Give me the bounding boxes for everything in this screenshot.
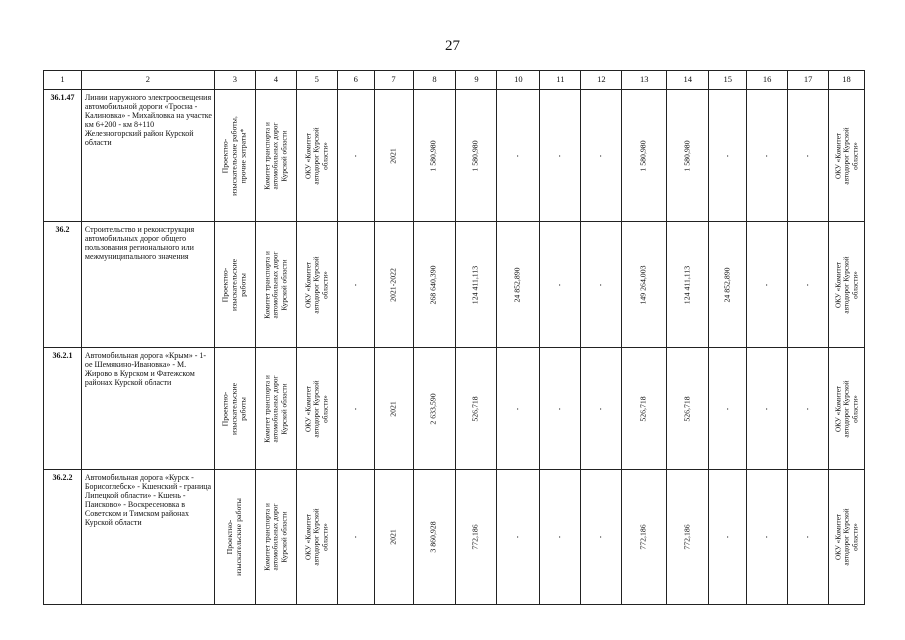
text-line: ОКУ «Комитет [304,132,313,179]
cell-col-14 [667,348,709,470]
cell-col-12 [581,348,622,470]
cell-col-11 [540,348,581,470]
text-line: работы [238,272,248,297]
cell-col-8 [413,90,456,222]
text-line: ОКУ «Комитет [834,261,843,308]
cell-col-15-text: - [722,407,732,410]
responsible-cell [829,90,865,222]
text-line: автодорог Курской [842,379,851,438]
table-row [44,470,865,605]
cell-col-12-text: - [595,407,605,410]
col-header-2: 2 [81,71,214,90]
text-line: Проектно- [220,391,230,426]
text-line: изыскательские [229,382,239,435]
col-header-9: 9 [456,71,497,90]
text-line: области» [850,141,859,170]
customer-cell-text [263,503,288,571]
work-type-cell-text [221,116,248,196]
text-line: Курской области [280,511,288,563]
responsible-cell [829,222,865,348]
cell-col-12-text: - [595,283,605,286]
cell-col-17 [788,222,829,348]
cell-col-6 [337,348,374,470]
text-line: области» [320,270,329,299]
cell-col-13-text: 149 264,003 [638,265,648,304]
text-line: ОКУ «Комитет [304,513,313,561]
text-line: ОКУ «Комитет [834,385,843,432]
table-row [44,90,865,222]
cell-col-14-text: 772,186 [682,524,692,550]
cell-col-10-text: 24 852,890 [512,266,522,303]
cell-col-6 [337,470,374,605]
row-number: 36.1.47 [44,90,82,222]
cell-col-10 [497,90,540,222]
table-row [44,222,865,348]
program-table [43,70,865,605]
object-name: Строительство и реконструкция автомобильных дорог общего пользования регионального или межмуниципального значения [81,222,214,348]
cell-col-6-text: - [350,283,360,286]
executor-cell [296,470,337,605]
cell-col-15-text: - [722,535,732,539]
cell-col-17-text: - [802,154,812,157]
text-line: прочие затраты* [238,128,248,183]
cell-col-8 [413,222,456,348]
col-header-5: 5 [296,71,337,90]
cell-col-6-text: - [350,154,360,157]
cell-col-10 [497,470,540,605]
cell-col-8-text: 3 860,928 [429,521,439,553]
work-type-cell-text [221,382,248,434]
cell-col-9-text: 772,186 [470,524,480,550]
text-line: автомобильных дорог [271,375,280,442]
text-line: области» [320,141,329,170]
text-line: Проектно- [220,267,230,302]
object-name: Автомобильная дорога «Курск - Борисоглебск» - Кшенский - граница Липецкой области» - Кшень - Паисково» - Воскресеновка в Советском и Тимском районах Курской области [81,470,214,605]
executor-cell [296,348,337,470]
cell-col-13-text: 772,186 [638,524,648,550]
text-line: автодорог Курской [842,126,851,185]
text-line: Комитет транспорта и [263,121,272,190]
cell-col-13 [622,348,667,470]
text-line: автодорог Курской [842,255,851,314]
cell-col-11 [540,222,581,348]
work-type-cell [214,470,255,605]
customer-cell [255,222,296,348]
col-header-10: 10 [497,71,540,90]
cell-col-13 [622,222,667,348]
cell-col-17-text: - [802,407,812,410]
col-header-17: 17 [788,71,829,90]
cell-col-17-text: - [802,535,812,539]
responsible-cell-text [834,380,859,437]
row-number: 36.2.1 [44,348,82,470]
cell-col-13 [622,470,667,605]
cell-col-15-text: - [722,154,732,157]
cell-col-9 [456,470,497,605]
cell-col-13 [622,90,667,222]
executor-cell [296,90,337,222]
cell-col-9-text: 124 411,113 [470,265,480,304]
cell-col-14 [667,470,709,605]
row-number: 36.2 [44,222,82,348]
cell-col-12-text: - [595,154,605,157]
cell-col-14-text: 526,718 [682,395,692,422]
text-line: Курской области [280,258,288,311]
col-header-11: 11 [540,71,581,90]
text-line: области» [320,394,329,423]
executor-cell-text [304,256,329,313]
cell-col-8-text: 1 580,980 [429,139,439,172]
text-line: области» [850,523,859,551]
cell-col-9-text: 1 580,980 [470,139,480,172]
executor-cell-text [304,127,329,184]
row-number: 36.2.2 [44,470,82,605]
cell-col-14 [667,90,709,222]
text-line: работы [238,396,248,421]
cell-col-10-text: - [512,154,522,157]
cell-col-16-text: - [761,407,771,410]
cell-col-10-text: - [512,407,522,410]
text-line: изыскательские работы, [229,115,239,196]
column-number-row [44,71,865,90]
cell-col-17-text: - [802,283,812,286]
responsible-cell [829,348,865,470]
cell-col-13-text: 1 580,980 [638,139,648,172]
text-line: изыскательские работы [233,498,243,576]
cell-col-16-text: - [761,535,771,539]
cell-col-14-text: 1 580,980 [682,139,692,172]
cell-col-13-text: 526,718 [638,395,648,422]
executor-cell-text [304,380,329,437]
col-header-13: 13 [622,71,667,90]
cell-col-6-text: - [350,407,360,410]
cell-col-10 [497,348,540,470]
cell-col-9 [456,90,497,222]
cell-col-16 [747,222,788,348]
text-line: автодорог Курской [842,508,851,566]
col-header-12: 12 [581,71,622,90]
cell-col-14 [667,222,709,348]
table-row [44,348,865,470]
cell-col-6 [337,90,374,222]
cell-col-9-text: 526,718 [470,395,480,422]
text-line: области» [850,270,859,299]
text-line: автомобильных дорог [271,503,280,571]
customer-cell-text [263,251,288,319]
work-type-cell [214,222,255,348]
cell-col-15 [709,222,747,348]
years-cell-text: 2021 [388,147,398,164]
text-line: Комитет транспорта и [263,250,272,319]
cell-col-16 [747,470,788,605]
cell-col-16 [747,348,788,470]
responsible-cell-text [834,127,859,184]
cell-col-8-text: 2 633,590 [429,392,439,425]
cell-col-12-text: - [595,535,605,539]
executor-cell-text [304,508,329,565]
text-line: автодорог Курской [312,126,321,185]
text-line: автомобильных дорог [271,122,280,189]
text-line: ОКУ «Комитет [304,261,313,308]
responsible-cell-text [834,256,859,313]
years-cell [374,90,413,222]
text-line: автодорог Курской [312,255,321,314]
text-line: ОКУ «Комитет [834,132,843,179]
text-line: Комитет транспорта и [263,374,272,443]
object-name: Линии наружного электроосвещения автомобильной дороги «Тросна - Калиновка» - Михайловка на участке км 6+200 - км 8+110 Железногорский район Курской области [81,90,214,222]
cell-col-8-text: 268 640,390 [429,265,439,304]
customer-cell [255,470,296,605]
cell-col-16 [747,90,788,222]
cell-col-15 [709,90,747,222]
text-line: области» [850,394,859,423]
cell-col-12 [581,470,622,605]
customer-cell-text [263,122,288,190]
text-line: ОКУ «Комитет [304,385,313,432]
cell-col-9 [456,348,497,470]
cell-col-11 [540,90,581,222]
cell-col-10 [497,222,540,348]
text-line: Комитет транспорта и [263,503,272,571]
text-line: автодорог Курской [312,508,321,566]
cell-col-11 [540,470,581,605]
years-cell-text: 2021 [388,400,398,417]
col-header-6: 6 [337,71,374,90]
cell-col-15 [709,348,747,470]
responsible-cell-text [834,508,859,565]
text-line: ОКУ «Комитет [834,513,843,561]
cell-col-6 [337,222,374,348]
work-type-cell-text [226,498,244,576]
work-type-cell [214,90,255,222]
text-line: Проектно- [220,138,230,173]
responsible-cell [829,470,865,605]
text-line: области» [320,523,329,551]
cell-col-10-text: - [512,535,522,539]
work-type-cell [214,348,255,470]
years-cell-text: 2021 [388,529,398,545]
page-number: 27 [445,38,460,54]
text-line: автодорог Курской [312,379,321,438]
object-name: Автомобильная дорога «Крым» - 1-ое Шемякино-Ивановка» - М. Жирово в Курском и Фатежском районах Курской области [81,348,214,470]
text-line: Проектно- [224,519,234,555]
col-header-18: 18 [829,71,865,90]
years-cell [374,470,413,605]
work-type-cell-text [221,258,248,310]
cell-col-16-text: - [761,154,771,157]
cell-col-8 [413,470,456,605]
years-cell [374,348,413,470]
cell-col-11-text: - [554,535,564,539]
cell-col-16-text: - [761,283,771,286]
col-header-4: 4 [255,71,296,90]
cell-col-17 [788,348,829,470]
text-line: Курской области [280,382,288,435]
text-line: изыскательские [229,258,239,311]
col-header-8: 8 [413,71,456,90]
cell-col-9 [456,222,497,348]
cell-col-11-text: - [554,154,564,157]
cell-col-11-text: - [554,283,564,286]
cell-col-12 [581,222,622,348]
col-header-3: 3 [214,71,255,90]
years-cell-text: 2021-2022 [388,267,398,302]
cell-col-15-text: 24 852,890 [722,266,732,303]
customer-cell [255,348,296,470]
col-header-15: 15 [709,71,747,90]
text-line: автомобильных дорог [271,251,280,318]
col-header-14: 14 [667,71,709,90]
col-header-7: 7 [374,71,413,90]
customer-cell-text [263,375,288,443]
executor-cell [296,222,337,348]
col-header-1: 1 [44,71,82,90]
cell-col-12 [581,90,622,222]
cell-col-17 [788,470,829,605]
cell-col-8 [413,348,456,470]
years-cell [374,222,413,348]
cell-col-17 [788,90,829,222]
cell-col-15 [709,470,747,605]
cell-col-6-text: - [350,535,360,539]
text-line: Курской области [280,129,288,182]
customer-cell [255,90,296,222]
cell-col-11-text: - [554,407,564,410]
cell-col-14-text: 124 411,113 [682,265,692,304]
col-header-16: 16 [747,71,788,90]
